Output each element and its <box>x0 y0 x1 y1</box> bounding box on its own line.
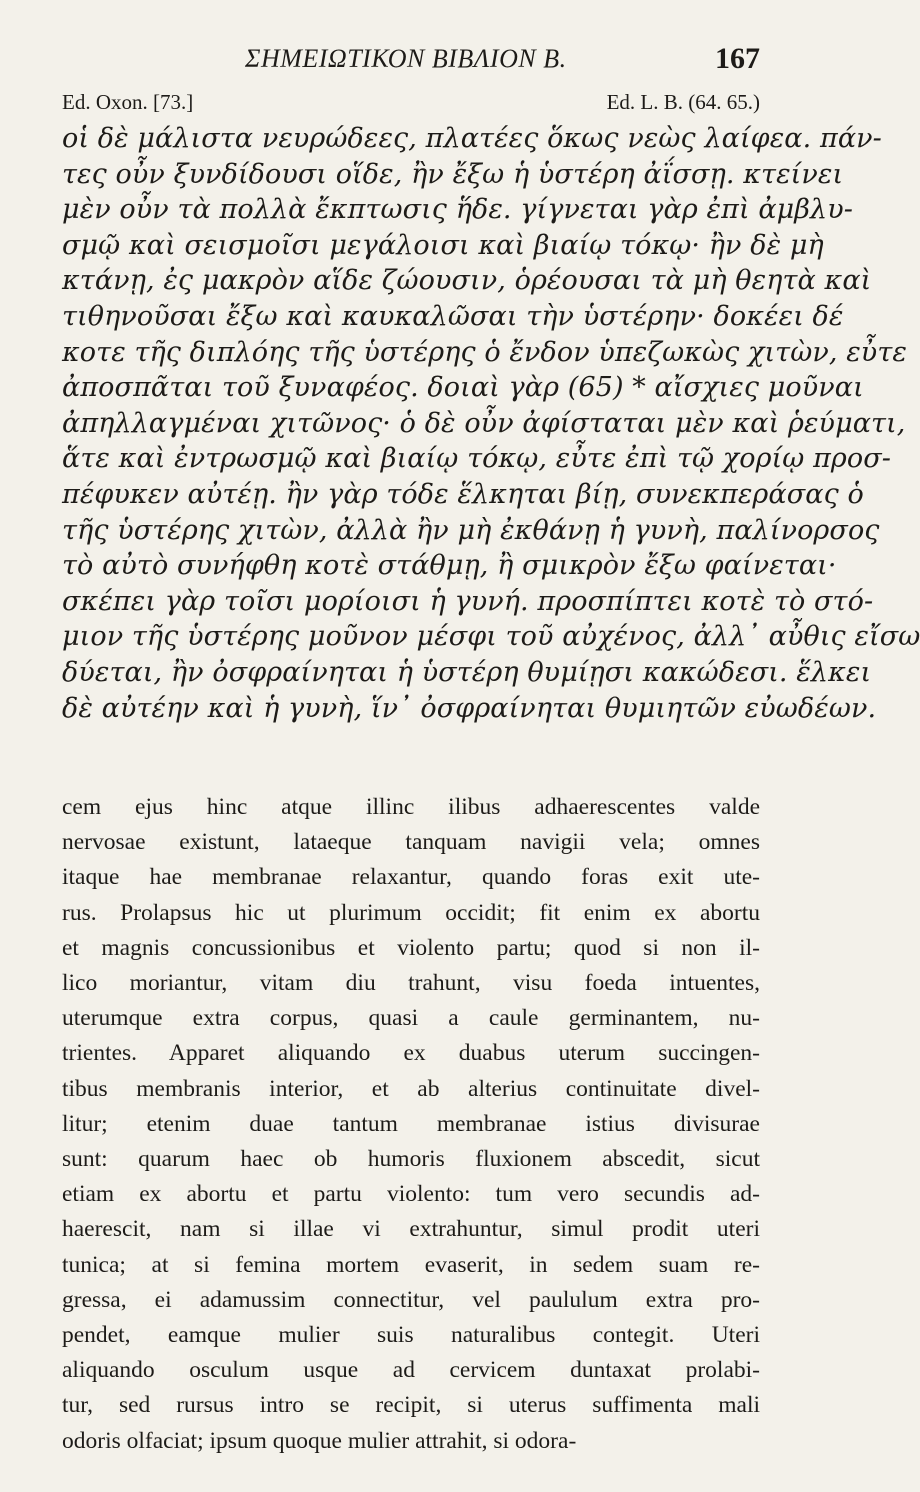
greek-line: τες οὖν ξυνδίδουσι οἵδε, ἢν ἔξω ἡ ὑστέρη ἀΐσσῃ. κτείνει <box>62 158 844 190</box>
greek-line: τιθηνοῦσαι ἔξω καὶ καυκαλῶσαι τὴν ὑστέρην· δοκέει δέ <box>62 300 844 332</box>
greek-line: πέφυκεν αὐτέῃ. ἢν γὰρ τόδε ἕλκηται βίῃ, συνεκπεράσας ὁ <box>62 478 864 510</box>
latin-line: trientes. Apparet aliquando ex duabus uterum succingen- <box>62 1040 760 1067</box>
greek-line: δύεται, ἢν ὀσφραίνηται ἡ ὑστέρη θυμίῃσι κακώδεσι. ἕλκει <box>62 656 872 688</box>
latin-line: gressa, ei adamussim connectitur, vel paululum extra pro- <box>62 1286 760 1313</box>
latin-line: lico moriantur, vitam diu trahunt, visu foeda intuentes, <box>62 970 760 997</box>
latin-line: litur; etenim duae tantum membranae istius divisurae <box>62 1110 760 1137</box>
latin-line: etiam ex abortu et partu violento: tum vero secundis ad- <box>62 1181 760 1208</box>
edition-lb-reference: Ed. L. B. (64. 65.) <box>606 90 760 114</box>
greek-line: κτάνῃ, ἐς μακρὸν αἵδε ζώουσιν, ὁρέουσαι τὰ μὴ θεητὰ καὶ <box>62 265 872 297</box>
page-number: 167 <box>715 42 760 75</box>
latin-line: rus. Prolapsus hic ut plurimum occidit; fit enim ex abortu <box>62 899 760 926</box>
latin-line: tunica; at si femina mortem evaserit, in sedem suam re- <box>62 1251 760 1278</box>
greek-line: κοτε τῆς διπλόης τῆς ὑστέρης ὁ ἔνδον ὑπεζωκὼς χιτὼν, εὖτε <box>62 336 907 368</box>
latin-line: cem ejus hinc atque illinc ilibus adhaerescentes valde <box>62 794 760 820</box>
page-header <box>60 38 760 78</box>
latin-line: uterumque extra corpus, quasi a caule germinantem, nu- <box>62 1005 760 1032</box>
latin-line: aliquando osculum usque ad cervicem duntaxat prolabi- <box>62 1357 760 1384</box>
greek-line: μιον τῆς ὑστέρης μοῦνον μέσφι τοῦ αὐχένος, ἀλλ᾽ αὖθις εἴσω <box>62 621 920 653</box>
greek-line: τὸ αὐτὸ συνήφθη κοτὲ στάθμῃ, ἢ σμικρὸν ἔξω φαίνεται· <box>62 550 837 582</box>
latin-line: itaque hae membranae relaxantur, quando foras exit ute- <box>62 864 760 891</box>
greek-line: ἀποσπᾶται τοῦ ξυναφέος. δοιαὶ γὰρ (65) * αἴσχιες μοῦναι <box>62 372 864 404</box>
greek-line: μὲν οὖν τὰ πολλὰ ἔκπτωσις ἥδε. γίγνεται γὰρ ἐπὶ ἀμβλυ- <box>62 194 853 226</box>
latin-text-block <box>62 790 760 1459</box>
latin-line: odoris olfaciat; ipsum quoque mulier attrahit, si odora- <box>62 1427 577 1454</box>
greek-line: ἅτε καὶ ἐντρωσμῷ καὶ βιαίῳ τόκῳ, εὖτε ἐπὶ τῷ χορίῳ προσ- <box>62 443 892 475</box>
greek-line: δὲ αὐτέην καὶ ἡ γυνὴ, ἵν᾽ ὀσφραίνηται θυμιητῶν εὐωδέων. <box>62 692 877 724</box>
latin-line: tur, sed rursus intro se recipit, si uterus suffimenta mali <box>62 1392 760 1419</box>
edition-reference-line <box>62 90 760 118</box>
greek-line: σκέπει γὰρ τοῖσι μορίοισι ἡ γυνή. προσπίπτει κοτὲ τὸ στό- <box>62 585 874 617</box>
greek-line: ἀπηλλαγμέναι χιτῶνος· ὁ δὲ οὖν ἀφίσταται μὲν καὶ ῥεύματι, <box>62 407 906 439</box>
greek-line: τῆς ὑστέρης χιτὼν, ἀλλὰ ἢν μὴ ἐκθάνῃ ἡ γυνὴ, παλίνορσος <box>62 514 880 546</box>
latin-line: tibus membranis interior, et ab alterius continuitate divel- <box>62 1075 760 1102</box>
latin-line: et magnis concussionibus et violento partu; quod si non il- <box>62 934 760 961</box>
running-title: ΣΗΜΕΙΩΤΙΚΟΝ ΒΙΒΛΙΟΝ Β. <box>245 44 567 73</box>
greek-text-block <box>62 121 920 726</box>
greek-line: οἱ δὲ μάλιστα νευρώδεες, πλατέες ὅκως νεὼς λαίφεα. πάν- <box>62 123 882 154</box>
latin-line: haerescit, nam si illae vi extrahuntur, simul prodit uteri <box>62 1216 760 1243</box>
greek-line: σμῷ καὶ σεισμοῖσι μεγάλοισι καὶ βιαίῳ τόκῳ· ἢν δὲ μὴ <box>62 229 824 261</box>
latin-line: sunt: quarum haec ob humoris fluxionem abscedit, sicut <box>62 1146 760 1173</box>
edition-oxon-reference: Ed. Oxon. [73.] <box>62 90 194 114</box>
latin-line: pendet, eamque mulier suis naturalibus contegit. Uteri <box>62 1322 760 1349</box>
latin-line: nervosae existunt, lataeque tanquam navigii vela; omnes <box>62 829 760 856</box>
